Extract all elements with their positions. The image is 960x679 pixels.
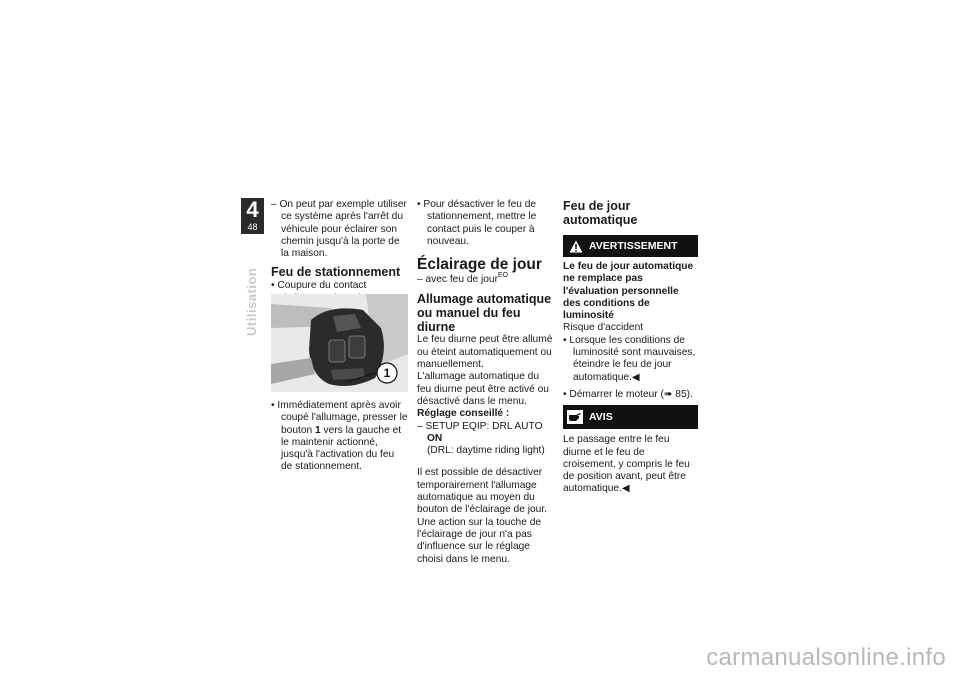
- warning-label: AVERTISSEMENT: [589, 239, 678, 252]
- warning-title: Le feu de jour automatique ne remplace pas l'évaluation personnelle des conditions de luminosité: [563, 261, 694, 322]
- para-menu: L'allumage automatique du feu diurne peut être activé ou désactivé dans le menu.: [417, 371, 549, 407]
- warning-risk: Risque d'accident: [563, 322, 644, 334]
- side-chapter-title: Utilisation: [244, 267, 259, 336]
- notice-hand-icon: [567, 410, 583, 424]
- warning-triangle-icon: [569, 240, 583, 253]
- column-1: [271, 199, 408, 305]
- notice-text: Le passage entre le feu diurne et le feu de croisement, y compris le feu de position avant, peut être automatique.◀: [563, 434, 690, 495]
- bullet-deactivate-parking: • Pour désactiver le feu de stationnement, mettre le contact puis le couper à nouveau.: [417, 199, 537, 247]
- column-3: [563, 199, 698, 496]
- handlebar-switch-figure: [271, 294, 408, 392]
- notice-label: AVIS: [589, 411, 613, 424]
- heading-parking-light: Feu de stationnement: [271, 265, 401, 280]
- dash-item-intro: – On peut par exemple utiliser ce système après l'arrêt du véhicule pour éclairer son chemin jusqu'à la porte de la maison.: [271, 199, 407, 260]
- warning-banner: [563, 235, 698, 257]
- setting-note: (DRL: daytime riding light): [427, 445, 545, 457]
- column-2: [417, 199, 553, 566]
- chapter-number: 4: [246, 197, 259, 222]
- page-number: 48: [247, 222, 258, 232]
- para-temporary-deactivation: Il est possible de désactiver temporairement l'allumage automatique au moyen du bouton de l'éclairage de jour. Une action sur la touche de l'éclairage de jour n'a pas d'influence sur le réglage choisi dans le menu.: [417, 467, 547, 565]
- dash-setting: – SETUP EQIP: DRL AUTO ON: [417, 420, 543, 444]
- bullet-press-button: • Immédiatement après avoir coupé l'allumage, presser le bouton 1 vers la gauche et le maintenir actionné, jusqu'à l'activation du feu de stationnement.: [271, 400, 408, 473]
- heading-auto-manual: Allumage automatique ou manuel du feu diurne: [417, 292, 552, 335]
- column-1-continued: [271, 400, 408, 474]
- watermark: carmanualsonline.info: [706, 644, 946, 671]
- figure-callout-1: 1: [383, 366, 391, 380]
- warning-bullet: • Lorsque les conditions de luminosité sont mauvaises, éteindre le feu de jour automatique.◀: [563, 334, 696, 383]
- bullet-ignition-off: • Coupure du contact: [271, 280, 367, 292]
- bullet-start-engine: • Démarrer le moteur (➠ 85).: [563, 388, 693, 400]
- label-recommended-setting: Réglage conseillé :: [417, 408, 510, 420]
- heading-daylight: Éclairage de jour: [417, 256, 542, 274]
- dash-daylight-option: – avec feu de jour$^{EO}$: [417, 272, 509, 286]
- para-auto-manual: Le feu diurne peut être allumé ou éteint automatiquement ou manuellement.: [417, 334, 553, 371]
- notice-banner: [563, 405, 698, 429]
- chapter-tab: [241, 198, 264, 234]
- heading-auto-daylight: Feu de jour automatique: [563, 199, 638, 227]
